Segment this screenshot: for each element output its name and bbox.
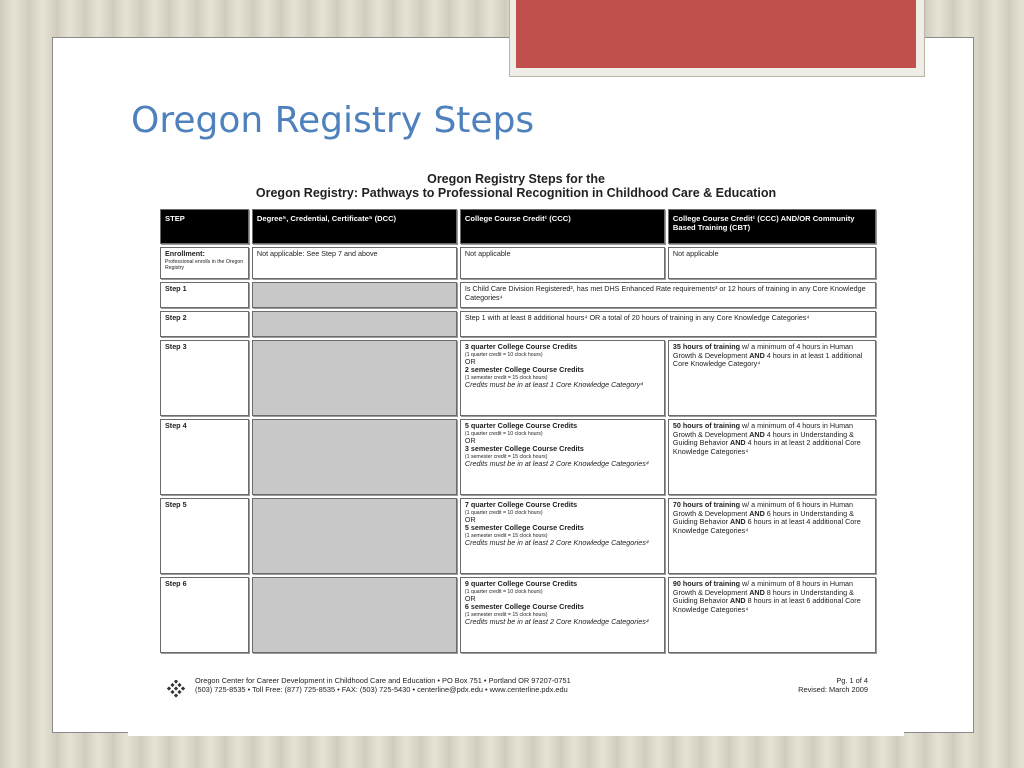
step3-or: OR xyxy=(464,356,476,366)
header-step: STEP xyxy=(160,209,249,244)
step1-text: Is Child Care Division Registered², has met DHS Enhanced Rate requirements³ or 12 hours of training in any Core Knowledge Categories⁴ xyxy=(460,282,876,308)
table-row xyxy=(160,311,876,337)
step4-hours-rest: 4 hours in at least 2 additional Core Knowledge Categories⁴ xyxy=(672,438,861,456)
footer-page-number: Pg. 1 of 4 xyxy=(836,676,868,685)
document-title-line2: Oregon Registry: Pathways to Professional Recognition in Childhood Care & Education xyxy=(255,186,777,200)
step6-semester-note: (1 semester credit = 15 clock hours) xyxy=(464,611,548,618)
step6-must: Credits must be in at least 2 Core Knowledge Categories⁴ xyxy=(464,616,649,626)
table-row xyxy=(160,282,876,308)
step6-cbt xyxy=(668,577,876,653)
row-label-enrollment xyxy=(160,247,249,279)
step3-quarter-note: (1 quarter credit = 10 clock hours) xyxy=(464,351,543,358)
step5-must: Credits must be in at least 2 Core Knowledge Categories⁴ xyxy=(464,537,649,547)
step4-and1: AND xyxy=(749,429,765,439)
header-dcc: Degree⁵, Credential, Certificate⁵ (DCC) xyxy=(252,209,457,244)
step3-must: Credits must be in at least 1 Core Knowledge Category⁴ xyxy=(464,379,644,389)
slide-title: Oregon Registry Steps xyxy=(131,100,535,141)
step4-quarter-note: (1 quarter credit = 10 clock hours) xyxy=(464,430,543,437)
table-row xyxy=(160,340,876,416)
row-label-step2: Step 2 xyxy=(160,311,249,337)
row-label-step6: Step 6 xyxy=(160,577,249,653)
step3-cbt xyxy=(668,340,876,416)
step3-dcc xyxy=(252,340,457,416)
step3-semester-note: (1 semester credit = 15 clock hours) xyxy=(464,374,548,381)
header-cbt: College Course Credit¹ (CCC) AND/OR Community Based Training (CBT) xyxy=(668,209,876,244)
step4-or: OR xyxy=(464,435,476,445)
document-footer-page xyxy=(798,676,868,694)
step5-and1: AND xyxy=(749,508,765,518)
step5-and2: AND xyxy=(730,517,746,527)
step4-and2: AND xyxy=(730,438,746,448)
step2-text: Step 1 with at least 8 additional hours⁴ OR a total of 20 hours of training in any Core Knowledge Categories⁴ xyxy=(460,311,876,337)
step3-semester: 2 semester College Course Credits xyxy=(464,365,584,375)
step6-semester: 6 semester College Course Credits xyxy=(464,602,584,612)
enrollment-dcc: Not applicable: See Step 7 and above xyxy=(252,247,457,279)
enrollment-label: Enrollment: xyxy=(165,249,205,258)
document-title-line1: Oregon Registry Steps for the xyxy=(427,172,605,186)
row-label-step5: Step 5 xyxy=(160,498,249,574)
document-image xyxy=(128,160,904,736)
steps-table xyxy=(157,206,879,656)
step6-hours-text: w/ a minimum of 8 hours in Human Growth & Development xyxy=(672,579,854,597)
row-label-step1: Step 1 xyxy=(160,282,249,308)
step4-semester-note: (1 semester credit = 15 clock hours) xyxy=(464,453,548,460)
table-row xyxy=(160,577,876,653)
step3-hours-rest: 4 hours in at least 1 additional Core Knowledge Category⁴ xyxy=(672,350,863,369)
oregon-center-logo-icon xyxy=(167,680,185,698)
step4-dcc xyxy=(252,419,457,495)
step4-ccc xyxy=(460,419,665,495)
step5-quarter-note: (1 quarter credit = 10 clock hours) xyxy=(464,509,543,516)
row-label-step3: Step 3 xyxy=(160,340,249,416)
row-label-step4: Step 4 xyxy=(160,419,249,495)
step3-hours: 35 hours of training xyxy=(672,342,740,351)
step6-dcc xyxy=(252,577,457,653)
step5-dcc xyxy=(252,498,457,574)
step5-hours-text: w/ a minimum of 6 hours in Human Growth & Development xyxy=(672,500,854,518)
footer-revised: Revised: March 2009 xyxy=(798,685,868,694)
step5-or: OR xyxy=(464,514,476,524)
step5-quarter: 7 quarter College Course Credits xyxy=(464,500,578,509)
step4-quarter: 5 quarter College Course Credits xyxy=(464,421,578,430)
accent-bar xyxy=(516,0,916,68)
enrollment-ccc: Not applicable xyxy=(460,247,665,279)
step6-ccc xyxy=(460,577,665,653)
step4-hours: 50 hours of training xyxy=(672,421,740,430)
step6-hours-rest: 8 hours in at least 6 additional Core Knowledge Categories⁴ xyxy=(672,596,861,614)
step1-dcc xyxy=(252,282,457,308)
step4-hours-mid: 4 hours in Understanding & Guiding Behavior xyxy=(672,429,854,448)
step4-must: Credits must be in at least 2 Core Knowledge Categories⁴ xyxy=(464,458,649,468)
step3-hours-text: w/ a minimum of 4 hours in Human Growth & Development xyxy=(672,342,854,360)
table-row xyxy=(160,498,876,574)
step6-quarter-note: (1 quarter credit = 10 clock hours) xyxy=(464,588,543,595)
step3-ccc xyxy=(460,340,665,416)
step4-hours-text: w/ a minimum of 4 hours in Human Growth & Development xyxy=(672,421,854,439)
step6-hours: 90 hours of training xyxy=(672,579,740,588)
step5-hours-mid: 6 hours in Understanding & Guiding Behavior xyxy=(672,508,854,527)
step5-ccc xyxy=(460,498,665,574)
step2-dcc xyxy=(252,311,457,337)
table-row xyxy=(160,419,876,495)
enrollment-cbt: Not applicable xyxy=(668,247,876,279)
step4-cbt xyxy=(668,419,876,495)
step6-or: OR xyxy=(464,593,476,603)
step6-and1: AND xyxy=(749,587,765,597)
step6-hours-mid: 8 hours in Understanding & Guiding Behavior xyxy=(672,587,854,606)
document-footer-contact xyxy=(195,676,571,694)
step3-and1: AND xyxy=(749,350,765,360)
table-row xyxy=(160,247,876,279)
step4-semester: 3 semester College Course Credits xyxy=(464,444,584,454)
step5-cbt xyxy=(668,498,876,574)
step6-and2: AND xyxy=(730,596,746,606)
header-ccc: College Course Credit¹ (CCC) xyxy=(460,209,665,244)
step5-semester: 5 semester College Course Credits xyxy=(464,523,584,533)
step5-hours: 70 hours of training xyxy=(672,500,740,509)
footer-line1: Oregon Center for Career Development in Childhood Care and Education • PO Box 751 • Portland OR 97207-0751 xyxy=(195,676,571,685)
footer-line2: (503) 725-8535 • Toll Free: (877) 725-8535 • FAX: (503) 725-5430 • centerline@pdx.edu • www.centerline.pdx.edu xyxy=(195,685,568,694)
table-header-row xyxy=(160,209,876,244)
step5-semester-note: (1 semester credit = 15 clock hours) xyxy=(464,532,548,539)
step6-quarter: 9 quarter College Course Credits xyxy=(464,579,578,588)
enrollment-note: Professional enrolls in the Oregon Registry xyxy=(165,258,244,271)
step5-hours-rest: 6 hours in at least 4 additional Core Knowledge Categories⁴ xyxy=(672,517,861,535)
step3-quarter: 3 quarter College Course Credits xyxy=(464,342,578,351)
